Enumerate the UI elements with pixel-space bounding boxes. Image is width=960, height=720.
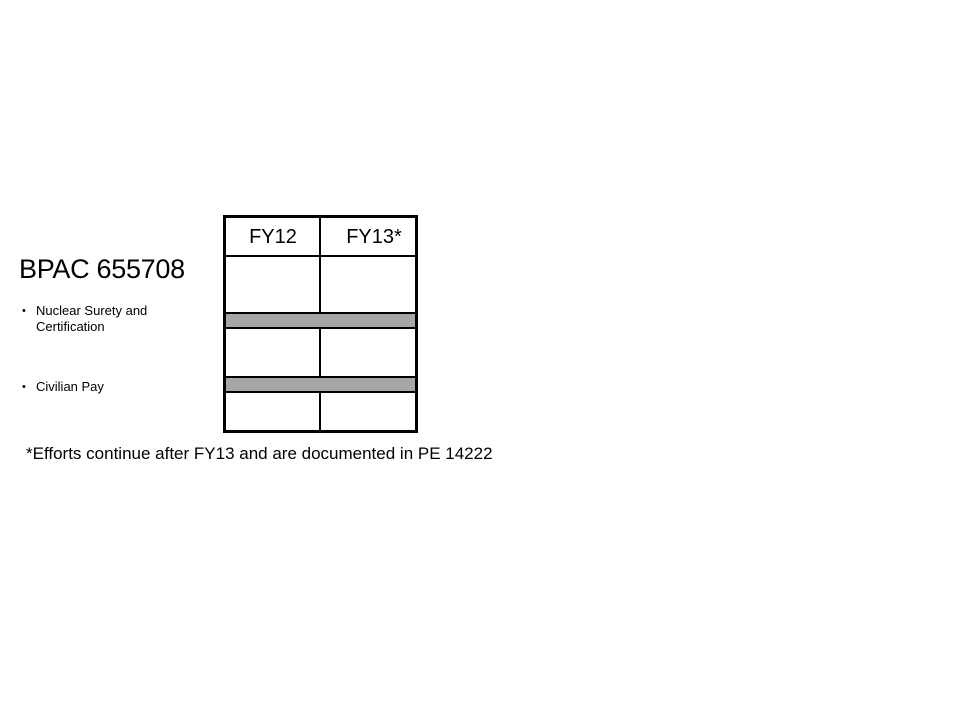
footnote: *Efforts continue after FY13 and are documented in PE 14222: [26, 444, 493, 463]
page-title: BPAC 655708: [19, 254, 185, 284]
column-header-fy12: FY12: [249, 226, 297, 248]
column-header-fy13: FY13*: [346, 226, 402, 248]
schedule-bar-civilian-pay: [225, 377, 416, 392]
item-label-civilian-pay: Civilian Pay: [36, 379, 104, 394]
bullet-icon: •: [22, 305, 26, 317]
bullet-icon: •: [22, 381, 26, 393]
schedule-bar-nuclear-surety: [225, 313, 416, 328]
item-label-nuclear-surety: Nuclear Surety and Certification: [36, 303, 148, 334]
